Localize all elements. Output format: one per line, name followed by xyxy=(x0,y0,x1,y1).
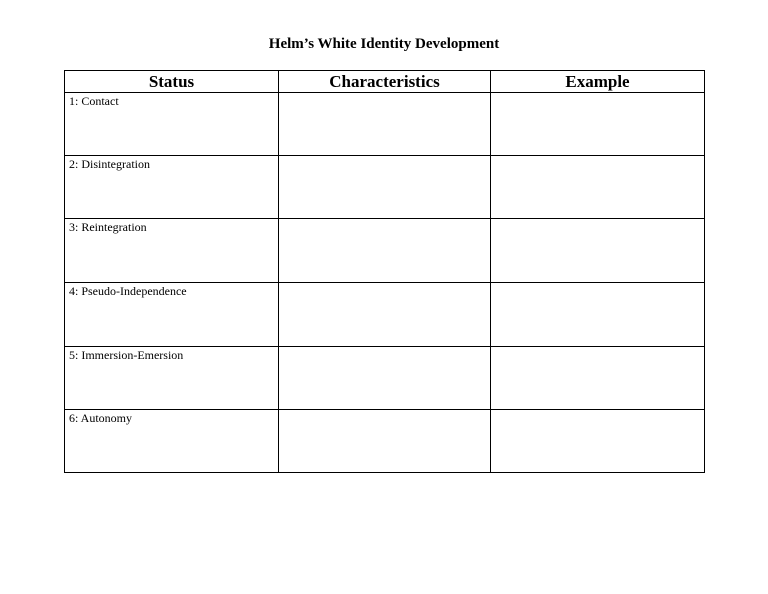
table-row xyxy=(65,347,705,410)
example-cell xyxy=(491,93,705,156)
table-row xyxy=(65,410,705,473)
status-cell xyxy=(65,219,279,283)
status-label: 1: Contact xyxy=(69,94,119,108)
example-cell xyxy=(491,347,705,410)
table-row xyxy=(65,283,705,347)
status-cell xyxy=(65,93,279,156)
example-cell xyxy=(491,156,705,219)
characteristics-cell xyxy=(279,347,491,410)
example-cell xyxy=(491,219,705,283)
status-cell xyxy=(65,347,279,410)
status-label: 3: Reintegration xyxy=(69,220,147,234)
table-row xyxy=(65,156,705,219)
header-status: Status xyxy=(65,71,279,93)
status-cell xyxy=(65,283,279,347)
identity-status-table xyxy=(64,70,705,473)
characteristics-cell xyxy=(279,410,491,473)
characteristics-cell xyxy=(279,156,491,219)
table-row xyxy=(65,219,705,283)
status-label: 4: Pseudo-Independence xyxy=(69,284,187,298)
header-example: Example xyxy=(491,71,705,93)
header-characteristics: Characteristics xyxy=(279,71,491,93)
document-title: Helm’s White Identity Development xyxy=(268,36,500,52)
table-header-row xyxy=(65,71,705,93)
characteristics-cell xyxy=(279,283,491,347)
table-row xyxy=(65,93,705,156)
characteristics-cell xyxy=(279,93,491,156)
example-cell xyxy=(491,283,705,347)
status-cell xyxy=(65,410,279,473)
status-cell xyxy=(65,156,279,219)
status-label: 5: Immersion-Emersion xyxy=(69,348,184,362)
characteristics-cell xyxy=(279,219,491,283)
example-cell xyxy=(491,410,705,473)
status-label: 6: Autonomy xyxy=(69,411,133,425)
status-label: 2: Disintegration xyxy=(69,157,150,171)
